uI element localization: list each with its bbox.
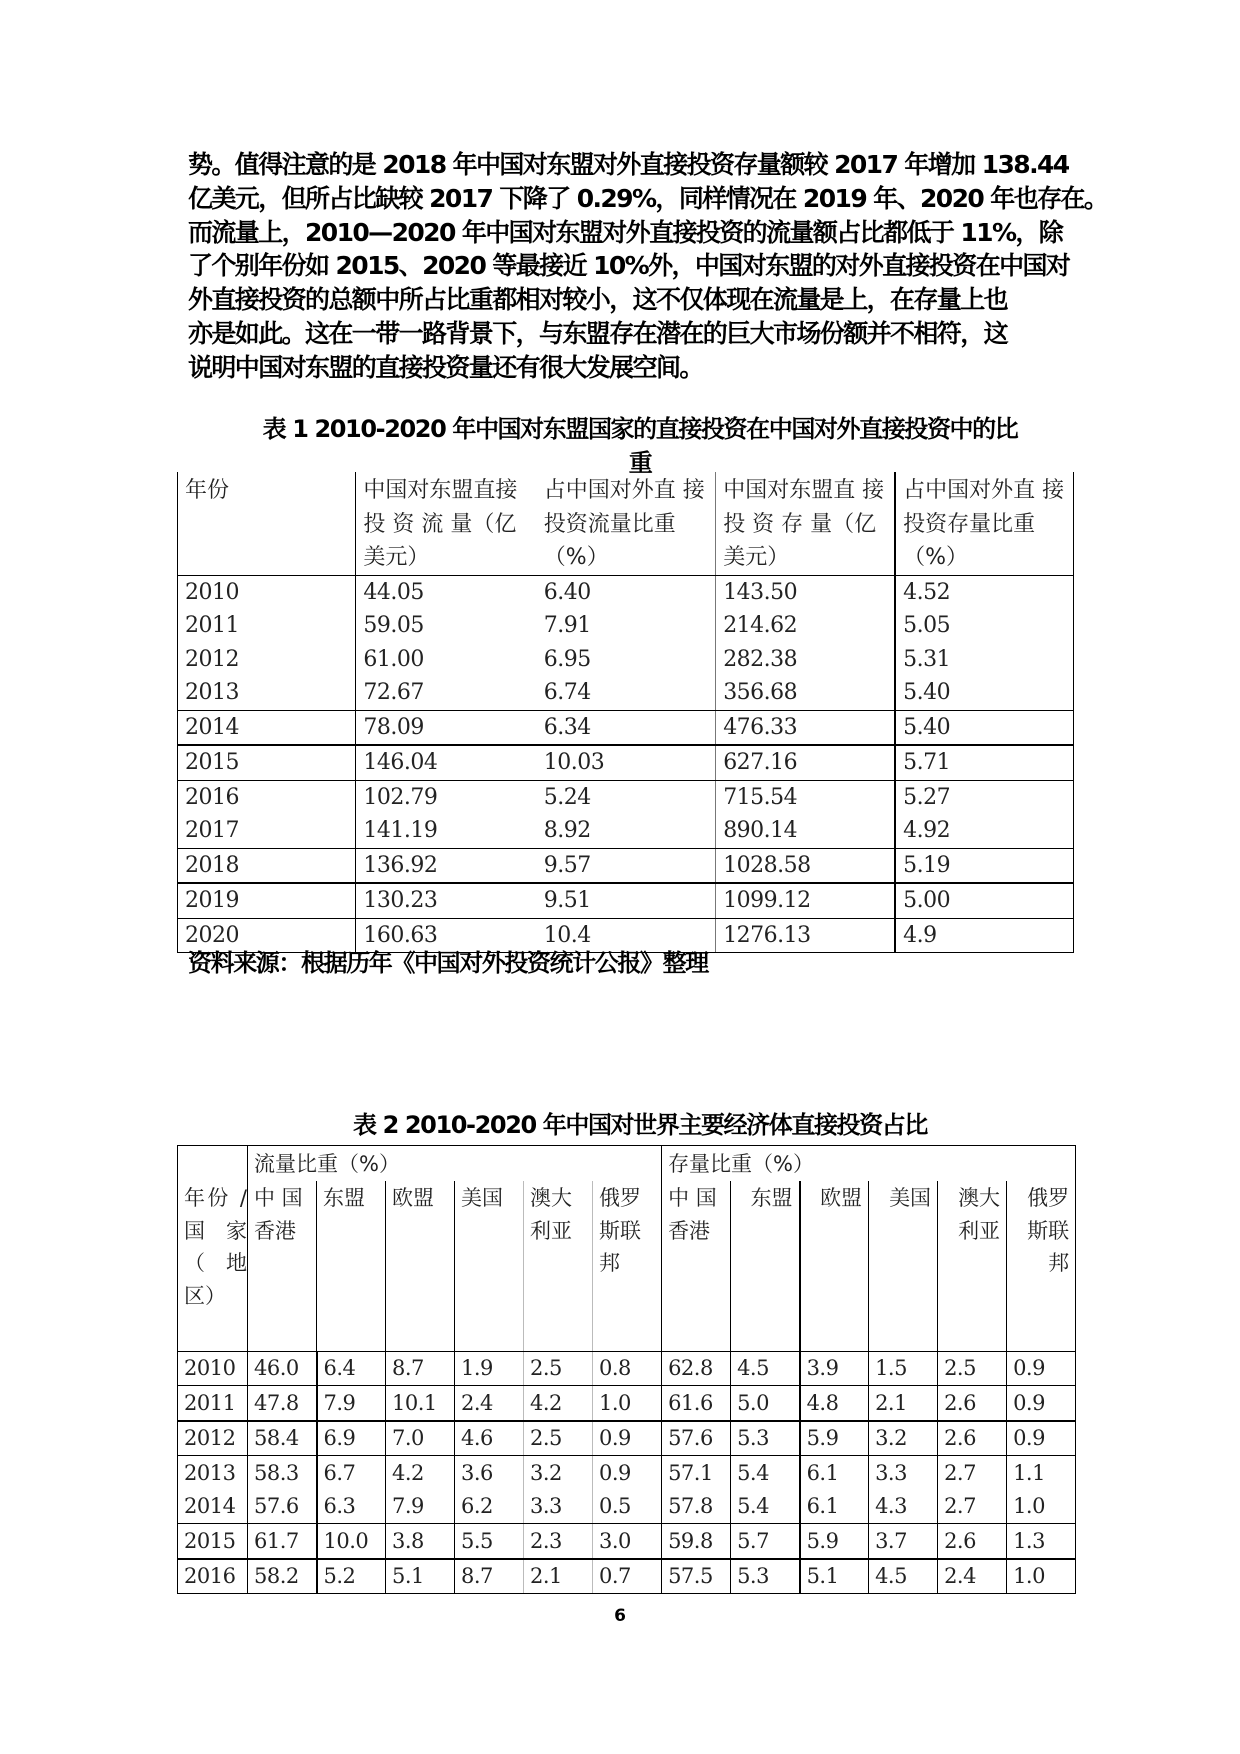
- table-row: [178, 1524, 1076, 1559]
- table-cell: 1.0: [593, 1386, 662, 1421]
- table-cell: 5.3: [731, 1559, 800, 1594]
- paragraph-line: 势。值得注意的是 2018 年中国对东盟对外直接投资存量额较 2017 年增加 138.44: [188, 150, 1069, 179]
- table-cell: 130.23: [356, 883, 536, 918]
- table-cell: 102.79: [356, 780, 536, 814]
- table1-header-cell: 年份: [178, 472, 356, 575]
- table-cell: 890.14: [716, 814, 895, 848]
- table-cell: 4.6: [455, 1421, 524, 1456]
- table-cell: 9.51: [536, 883, 715, 918]
- table-row: [178, 814, 1074, 848]
- table-cell: 5.24: [536, 780, 715, 814]
- table2-col-header: 东盟: [317, 1181, 386, 1351]
- table-cell: 0.9: [593, 1421, 662, 1456]
- table-row: [178, 1386, 1076, 1421]
- table2-col-header: 俄罗 斯联 邦: [593, 1181, 662, 1351]
- table-cell: 2.6: [938, 1386, 1007, 1421]
- table-cell: 57.5: [662, 1559, 731, 1594]
- table-cell: 1276.13: [716, 918, 895, 953]
- table-cell: 57.6: [662, 1421, 731, 1456]
- table-row: [178, 1490, 1076, 1524]
- table2-col-header: 中 国 香港: [662, 1181, 731, 1351]
- table-cell: 1.0: [1007, 1559, 1076, 1594]
- paragraph-line: 亿美元，但所占比缺较 2017 下降了 0.29%，同样情况在 2019 年、2020 年也存在。: [188, 183, 1108, 213]
- table-cell: 476.33: [716, 710, 895, 745]
- table-cell: 58.4: [248, 1421, 317, 1456]
- table-cell: 2015: [178, 1524, 248, 1559]
- table-cell: 3.2: [869, 1421, 938, 1456]
- table-cell: 47.8: [248, 1386, 317, 1421]
- table-cell: 72.67: [356, 676, 536, 710]
- table-cell: 2013: [178, 1456, 248, 1490]
- table-cell: 61.7: [248, 1524, 317, 1559]
- table-cell: 5.9: [800, 1524, 869, 1559]
- table-cell: 5.7: [731, 1524, 800, 1559]
- table-cell: 3.3: [869, 1456, 938, 1490]
- table-cell: 59.05: [356, 609, 536, 643]
- table2-col-header: 澳大 利亚: [524, 1181, 593, 1351]
- table-cell: 715.54: [716, 780, 895, 814]
- table-cell: 4.52: [895, 575, 1073, 609]
- table-cell: 2.7: [938, 1490, 1007, 1524]
- table-cell: 2016: [178, 1559, 248, 1594]
- table-cell: 5.5: [455, 1524, 524, 1559]
- paragraph-line: 而流量上，2010—2020 年中国对东盟对外直接投资的流量额占比都低于 11%，除: [188, 217, 1063, 247]
- table-cell: 7.9: [317, 1386, 386, 1421]
- table2-col-header: 欧盟: [386, 1181, 455, 1351]
- table-cell: 6.2: [455, 1490, 524, 1524]
- table-cell: 2012: [178, 1421, 248, 1456]
- table-cell: 1.1: [1007, 1456, 1076, 1490]
- table-cell: 6.1: [800, 1456, 869, 1490]
- table-row: [178, 609, 1074, 643]
- table-row: [178, 1559, 1076, 1594]
- table2-col-header: 美国: [455, 1181, 524, 1351]
- table-cell: 5.4: [731, 1490, 800, 1524]
- body-paragraph: [188, 148, 1108, 385]
- table-cell: 5.31: [895, 643, 1073, 677]
- paragraph-line: 外直接投资的总额中所占比重都相对较小，这不仅体现在流量是上，在存量上也: [188, 285, 1008, 315]
- table-cell: 6.95: [536, 643, 715, 677]
- table-cell: 2020: [178, 918, 356, 953]
- table-cell: 61.00: [356, 643, 536, 677]
- table-cell: 5.0: [731, 1386, 800, 1421]
- table1-header-cell: 中国对东盟直 接 投 资 存 量（亿美元）: [716, 472, 895, 575]
- table-cell: 7.9: [386, 1490, 455, 1524]
- table-row: [178, 1421, 1076, 1456]
- table2-group-row: [178, 1146, 1076, 1182]
- table-cell: 3.2: [524, 1456, 593, 1490]
- table-cell: 282.38: [716, 643, 895, 677]
- table2-col-header: 俄罗 斯联 邦: [1007, 1181, 1076, 1351]
- table-cell: 143.50: [716, 575, 895, 609]
- table-cell: 0.9: [1007, 1421, 1076, 1456]
- table-cell: 8.7: [386, 1351, 455, 1386]
- table-cell: 2015: [178, 745, 356, 780]
- table-cell: 141.19: [356, 814, 536, 848]
- table-cell: 1028.58: [716, 848, 895, 883]
- paragraph-line: 说明中国对东盟的直接投资量还有很大发展空间。: [188, 352, 703, 382]
- table-cell: 356.68: [716, 676, 895, 710]
- table-cell: 2.5: [524, 1351, 593, 1386]
- table-cell: 5.71: [895, 745, 1073, 780]
- table-cell: 2.5: [524, 1421, 593, 1456]
- table-row: [178, 1456, 1076, 1490]
- table-row: [178, 745, 1074, 780]
- table1-caption: [200, 412, 1080, 480]
- page-number: 6: [614, 1606, 626, 1626]
- table-cell: 9.57: [536, 848, 715, 883]
- table-cell: 2.4: [455, 1386, 524, 1421]
- table2-header-row: [178, 1181, 1076, 1351]
- table2-group-flow: 流量比重（%）: [248, 1146, 662, 1182]
- table-row: [178, 780, 1074, 814]
- table1: [177, 472, 1074, 953]
- table-cell: 5.00: [895, 883, 1073, 918]
- table-cell: 2011: [178, 609, 356, 643]
- table-cell: 7.91: [536, 609, 715, 643]
- table2-col-header: 澳大 利亚: [938, 1181, 1007, 1351]
- table-row: [178, 710, 1074, 745]
- table-cell: 2010: [178, 1351, 248, 1386]
- table-cell: 61.6: [662, 1386, 731, 1421]
- table-cell: 4.9: [895, 918, 1073, 953]
- table-cell: 2012: [178, 643, 356, 677]
- table-cell: 0.7: [593, 1559, 662, 1594]
- table-cell: 62.8: [662, 1351, 731, 1386]
- table-cell: 6.1: [800, 1490, 869, 1524]
- table-cell: 58.3: [248, 1456, 317, 1490]
- table-cell: 6.40: [536, 575, 715, 609]
- table-cell: 2.4: [938, 1559, 1007, 1594]
- table-cell: 136.92: [356, 848, 536, 883]
- table2-col-header: 中 国 香港: [248, 1181, 317, 1351]
- table-cell: 5.3: [731, 1421, 800, 1456]
- table1-caption-line1: 表 1 2010-2020 年中国对东盟国家的直接投资在中国对外直接投资中的比: [262, 415, 1018, 443]
- table-cell: 6.3: [317, 1490, 386, 1524]
- table-cell: 3.9: [800, 1351, 869, 1386]
- paragraph-line: 了个别年份如 2015、2020 等最接近 10%外，中国对东盟的对外直接投资在中国对: [188, 251, 1070, 281]
- table-cell: 4.2: [386, 1456, 455, 1490]
- table1-header-row: [178, 472, 1074, 575]
- table-cell: 3.6: [455, 1456, 524, 1490]
- table-cell: 58.2: [248, 1559, 317, 1594]
- table-cell: 2013: [178, 676, 356, 710]
- table-cell: 4.5: [731, 1351, 800, 1386]
- table2-col-header: 美国: [869, 1181, 938, 1351]
- table-cell: 3.3: [524, 1490, 593, 1524]
- table-cell: 7.0: [386, 1421, 455, 1456]
- table-cell: 3.8: [386, 1524, 455, 1559]
- table-cell: 1099.12: [716, 883, 895, 918]
- table-cell: 5.2: [317, 1559, 386, 1594]
- table-cell: 57.8: [662, 1490, 731, 1524]
- table-cell: 6.34: [536, 710, 715, 745]
- table-cell: 6.74: [536, 676, 715, 710]
- table-cell: 627.16: [716, 745, 895, 780]
- table1-header-cell: 中国对东盟直接 投 资 流 量（亿美元）: [356, 472, 536, 575]
- table-cell: 0.5: [593, 1490, 662, 1524]
- table-cell: 2.6: [938, 1524, 1007, 1559]
- table-cell: 2017: [178, 814, 356, 848]
- table2-caption: 表 2 2010-2020 年中国对世界主要经济体直接投资占比: [353, 1111, 927, 1139]
- table-cell: 146.04: [356, 745, 536, 780]
- table-cell: 1.0: [1007, 1490, 1076, 1524]
- table-cell: 10.1: [386, 1386, 455, 1421]
- table-cell: 2014: [178, 1490, 248, 1524]
- table-row: [178, 676, 1074, 710]
- table-cell: 2.1: [524, 1559, 593, 1594]
- table-cell: 0.9: [1007, 1386, 1076, 1421]
- table-cell: 2014: [178, 710, 356, 745]
- table-cell: 5.4: [731, 1456, 800, 1490]
- table2-row-header: 年份 / 国 家 （ 地 区）: [178, 1181, 248, 1351]
- table-cell: 10.4: [536, 918, 715, 953]
- table-cell: 5.9: [800, 1421, 869, 1456]
- table2-corner-cell: [178, 1146, 248, 1182]
- table1-source-note: 资料来源：根据历年《中国对外投资统计公报》整理: [188, 949, 708, 977]
- table-cell: 0.9: [593, 1456, 662, 1490]
- table-cell: 160.63: [356, 918, 536, 953]
- table-cell: 2019: [178, 883, 356, 918]
- table-cell: 1.9: [455, 1351, 524, 1386]
- table-row: [178, 575, 1074, 609]
- table-cell: 1.3: [1007, 1524, 1076, 1559]
- table-row: [178, 883, 1074, 918]
- table2: [177, 1145, 1076, 1594]
- table-cell: 2011: [178, 1386, 248, 1421]
- table-cell: 2018: [178, 848, 356, 883]
- table-cell: 2010: [178, 575, 356, 609]
- table-row: [178, 1351, 1076, 1386]
- table-row: [178, 848, 1074, 883]
- table-cell: 2.6: [938, 1421, 1007, 1456]
- table-cell: 4.2: [524, 1386, 593, 1421]
- table2-group-stock: 存量比重（%）: [662, 1146, 1076, 1182]
- table2-col-header: 欧盟: [800, 1181, 869, 1351]
- table-cell: 6.4: [317, 1351, 386, 1386]
- table-cell: 44.05: [356, 575, 536, 609]
- table-cell: 5.40: [895, 710, 1073, 745]
- table-cell: 5.40: [895, 676, 1073, 710]
- table-cell: 5.05: [895, 609, 1073, 643]
- table-cell: 4.8: [800, 1386, 869, 1421]
- table-cell: 10.0: [317, 1524, 386, 1559]
- table-cell: 8.7: [455, 1559, 524, 1594]
- table1-header-cell: 占中国对外直 接投资流量比重（%）: [536, 472, 715, 575]
- table-cell: 6.7: [317, 1456, 386, 1490]
- table-cell: 3.7: [869, 1524, 938, 1559]
- table-cell: 1.5: [869, 1351, 938, 1386]
- table-cell: 5.27: [895, 780, 1073, 814]
- table-cell: 57.6: [248, 1490, 317, 1524]
- table-cell: 78.09: [356, 710, 536, 745]
- table-cell: 4.5: [869, 1559, 938, 1594]
- table-cell: 46.0: [248, 1351, 317, 1386]
- table-cell: 214.62: [716, 609, 895, 643]
- table-cell: 4.3: [869, 1490, 938, 1524]
- paragraph-line: 亦是如此。这在一带一路背景下，与东盟存在潜在的巨大市场份额并不相符，这: [188, 318, 1008, 348]
- table-cell: 2.1: [869, 1386, 938, 1421]
- table1-caption-line2: 重: [628, 449, 652, 477]
- table-cell: 4.92: [895, 814, 1073, 848]
- table-cell: 6.9: [317, 1421, 386, 1456]
- table-cell: 3.0: [593, 1524, 662, 1559]
- table-cell: 0.9: [1007, 1351, 1076, 1386]
- table-cell: 5.1: [386, 1559, 455, 1594]
- table-cell: 59.8: [662, 1524, 731, 1559]
- table-cell: 2.5: [938, 1351, 1007, 1386]
- table-cell: 0.8: [593, 1351, 662, 1386]
- table-cell: 5.19: [895, 848, 1073, 883]
- table-cell: 8.92: [536, 814, 715, 848]
- table1-header-cell: 占中国对外直 接投资存量比重（%）: [895, 472, 1073, 575]
- table-cell: 57.1: [662, 1456, 731, 1490]
- table-cell: 2.7: [938, 1456, 1007, 1490]
- table-cell: 2.3: [524, 1524, 593, 1559]
- table-cell: 5.1: [800, 1559, 869, 1594]
- table-cell: 2016: [178, 780, 356, 814]
- table-row: [178, 643, 1074, 677]
- table-cell: 10.03: [536, 745, 715, 780]
- table2-col-header: 东盟: [731, 1181, 800, 1351]
